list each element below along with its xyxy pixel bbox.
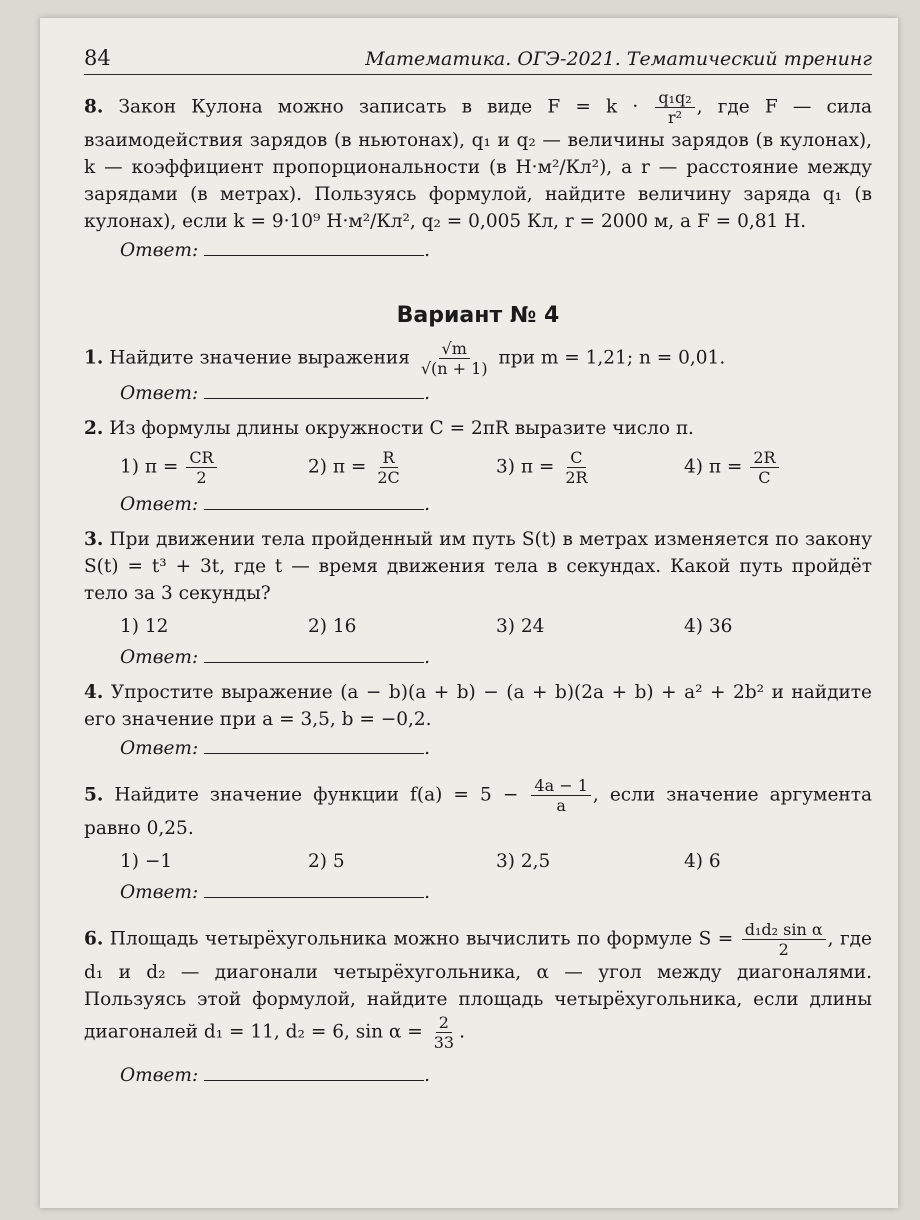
task-number: 4. xyxy=(84,682,104,703)
running-title: Математика. ОГЭ-2021. Тематический тренинг xyxy=(365,48,872,70)
option-4[interactable]: 4) 6 xyxy=(684,851,721,872)
option-3[interactable] xyxy=(496,448,684,487)
task-text: Найдите значение функции f(a) = 5 − xyxy=(114,784,519,806)
fraction-numerator: 4a − 1 xyxy=(531,776,590,796)
task-4 xyxy=(84,679,872,762)
formula-fraction xyxy=(742,920,826,959)
option-fraction xyxy=(374,448,402,487)
task-number: 5. xyxy=(84,784,104,806)
option-2[interactable] xyxy=(308,448,496,487)
answer-blank[interactable] xyxy=(204,1062,424,1081)
task-text: , где d₁ и d₂ — диагонали четырёхугольника, α — угол между диагоналями. Пользуясь этой формулой, найдите площадь четырёхугольника, если длины диагоналей d₁ = 11, d₂ = 6, sin α = xyxy=(84,928,872,1043)
task-text: Площадь четырёхугольника можно вычислить по формуле S = xyxy=(109,928,734,950)
option-label: 1) π = xyxy=(120,456,179,478)
answer-options xyxy=(120,448,872,487)
sin-fraction xyxy=(431,1013,457,1052)
task-2 xyxy=(84,415,872,518)
fraction-denominator: a xyxy=(556,796,566,815)
option-fraction xyxy=(186,448,216,487)
task-number: 6. xyxy=(84,928,104,950)
fraction-numerator: d₁d₂ sin α xyxy=(742,920,826,940)
fraction-numerator: 2 xyxy=(436,1013,452,1033)
page-number: 84 xyxy=(84,46,111,70)
task-text: при m = 1,21; n = 0,01. xyxy=(498,347,726,369)
fraction-numerator: √m xyxy=(439,339,470,359)
task-text: , если значение аргумента равно 0,25. xyxy=(84,784,872,839)
answer-label: Ответ: xyxy=(120,494,199,515)
fraction-numerator: C xyxy=(567,448,585,468)
fraction-denominator: 2R xyxy=(565,468,588,487)
option-fraction xyxy=(750,448,778,487)
answer-row: Ответ: . xyxy=(120,1062,872,1089)
fraction-denominator: C xyxy=(758,468,771,487)
task-text: При движении тела пройденный им путь S(t) в метрах изменяется по закону S(t) = t³ + 3t, где t — время движения тела в секундах. Какой путь пройдёт тело за 3 секунды? xyxy=(84,529,872,604)
page-header xyxy=(84,40,872,75)
option-label: 2) π = xyxy=(308,456,367,478)
fraction-numerator: q₁q₂ xyxy=(655,88,694,108)
fraction-numerator: R xyxy=(380,448,398,468)
task-text: Упростите выражение (a − b)(a + b) − (a + b)(2a + b) + a² + 2b² и найдите его значение при a = 3,5, b = −0,2. xyxy=(84,682,872,730)
option-1[interactable]: 1) 12 xyxy=(120,616,169,637)
option-3[interactable]: 3) 24 xyxy=(496,616,545,637)
task-text: Закон Кулона можно записать в виде F = k · xyxy=(118,96,639,118)
fraction-denominator: √(n + 1) xyxy=(420,359,488,378)
answer-options xyxy=(120,613,872,640)
option-2[interactable]: 2) 5 xyxy=(308,851,345,872)
fraction-denominator: 2 xyxy=(778,940,789,959)
fraction-numerator: 2R xyxy=(750,448,778,468)
task-6 xyxy=(84,920,872,1089)
task-1 xyxy=(84,339,872,407)
answer-label: Ответ: xyxy=(120,647,199,668)
answer-blank[interactable] xyxy=(204,879,424,898)
answer-row: Ответ: . xyxy=(120,644,872,671)
answer-blank[interactable] xyxy=(204,380,424,399)
option-3[interactable]: 3) 2,5 xyxy=(496,851,551,872)
task-text: Из формулы длины окружности C = 2πR выразите число π. xyxy=(109,418,694,439)
task-text: Найдите значение выражения xyxy=(109,347,410,369)
answer-blank[interactable] xyxy=(204,735,424,754)
task-number: 3. xyxy=(84,529,104,550)
option-1[interactable] xyxy=(120,448,308,487)
option-4[interactable] xyxy=(684,448,872,487)
answer-blank[interactable] xyxy=(204,237,424,256)
option-1[interactable]: 1) −1 xyxy=(120,851,173,872)
task-5 xyxy=(84,776,872,906)
answer-row: Ответ: . xyxy=(120,380,872,407)
formula-fraction xyxy=(655,88,694,127)
fraction-denominator: 33 xyxy=(433,1033,455,1052)
answer-label: Ответ: xyxy=(120,738,199,759)
option-label: 3) π = xyxy=(496,456,555,478)
answer-row: Ответ: . xyxy=(120,237,872,264)
answer-options xyxy=(120,848,872,875)
answer-row: Ответ: . xyxy=(120,879,872,906)
task-3 xyxy=(84,526,872,671)
answer-label: Ответ: xyxy=(120,383,199,404)
fraction-denominator: 2 xyxy=(196,468,207,487)
variant-title: Вариант № 4 xyxy=(396,303,560,328)
task-number: 2. xyxy=(84,418,104,439)
fraction-denominator: r² xyxy=(668,108,683,127)
option-2[interactable]: 2) 16 xyxy=(308,616,357,637)
formula-fraction xyxy=(418,339,491,378)
answer-row: Ответ: . xyxy=(120,735,872,762)
answer-row: Ответ: . xyxy=(120,491,872,518)
option-fraction xyxy=(562,448,590,487)
page xyxy=(40,18,898,1208)
formula-fraction xyxy=(531,776,590,815)
page-content xyxy=(84,88,872,1089)
fraction-numerator: CR xyxy=(186,448,216,468)
fraction-denominator: 2C xyxy=(377,468,400,487)
answer-blank[interactable] xyxy=(204,644,424,663)
answer-label: Ответ: xyxy=(120,240,199,261)
task-number: 1. xyxy=(84,347,104,369)
task-text: , где F — сила взаимодействия зарядов (в ньютонах), q₁ и q₂ — величины зарядов (в кулонах), k — коэффициент пропорциональности (в Н·м²/Кл²), а r — расстояние между зарядами (в метрах). Пользуясь формулой, найдите величину заряда q₁ (в кулонах), если k = 9·10⁹ Н·м²/Кл², q₂ = 0,005 Кл, r = 2000 м, а F = 0,81 Н. xyxy=(84,96,872,232)
answer-label: Ответ: xyxy=(120,882,199,903)
option-label: 4) π = xyxy=(684,456,743,478)
task-8 xyxy=(84,88,872,264)
task-number: 8. xyxy=(84,96,104,118)
answer-label: Ответ: xyxy=(120,1065,199,1086)
option-4[interactable]: 4) 36 xyxy=(684,616,733,637)
answer-blank[interactable] xyxy=(204,491,424,510)
task-text: . xyxy=(459,1021,465,1043)
